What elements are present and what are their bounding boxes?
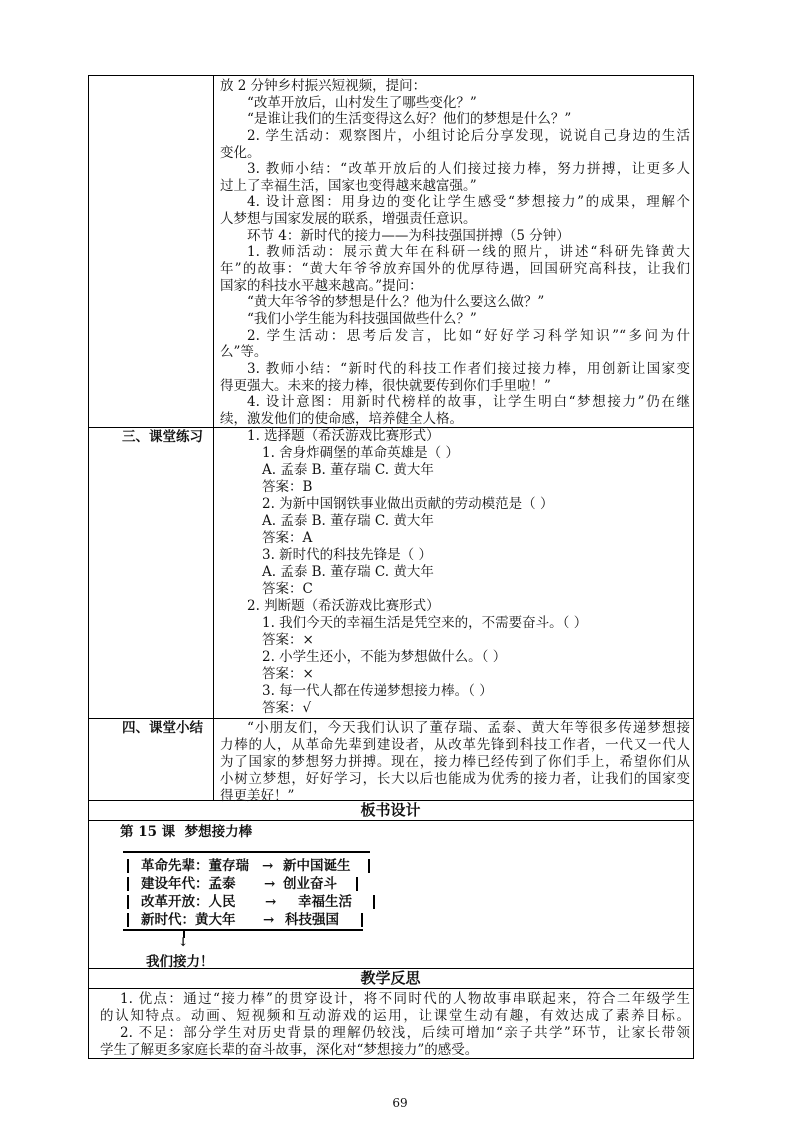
procedure-line: 4. 设计意图：用身边的变化让学生感受“梦想接力”的成果，理解个 xyxy=(247,194,690,211)
procedure-line: 3. 教师小结：“新时代的科技工作者们接过接力棒，用创新让国家变 xyxy=(247,360,690,377)
summary-cell xyxy=(220,720,690,805)
table-border xyxy=(88,75,694,76)
table-border xyxy=(88,988,694,989)
diagram-right-bar xyxy=(373,895,375,909)
procedure-line: 4. 设计意图：用新时代榜样的故事，让学生明白“梦想接力”仍在继 xyxy=(247,394,690,411)
board-row-label: 革命先辈：董存瑞 xyxy=(141,858,249,874)
practice-line: 答案：A xyxy=(262,530,313,546)
summary-line: 力棒的人，从革命先辈到建设者，从改革先锋到科技工作者，一代又一代人 xyxy=(220,737,690,753)
procedure-line: “是谁让我们的生活变得这么好？他们的梦想是什么？” xyxy=(247,111,572,128)
reflection-cell xyxy=(100,991,690,1059)
summary-line: 小树立梦想，好好学习，长大以后也能成为优秀的接力者，让我们的国家变 xyxy=(220,771,690,787)
diagram-left-bar xyxy=(127,895,129,909)
table-border xyxy=(88,75,89,1059)
practice-line: 2. 为新中国钢铁事业做出贡献的劳动模范是（ ） xyxy=(262,496,554,512)
board-row-result: 幸福生活 xyxy=(298,894,352,910)
procedure-line: 国家的科技水平越来越高。”提问： xyxy=(220,277,423,294)
board-row-arrow: → xyxy=(263,912,275,928)
procedure-line: 3. 教师小结：“改革开放后的人们接过接力棒，努力拼搏，让更多人 xyxy=(247,161,690,178)
procedure-line: “我们小学生能为科技强国做些什么？” xyxy=(247,310,477,327)
procedure-line: 1. 教师活动：展示黄大年在科研一线的照片，讲述“科研先锋黄大 xyxy=(247,244,690,261)
summary-line: 得更美好！” xyxy=(220,788,295,804)
diagram-right-bar xyxy=(356,877,358,891)
board-row-result: 新中国诞生 xyxy=(283,858,351,874)
diagram-bottom-line xyxy=(123,929,363,931)
procedure-line: 续，激发他们的使命感，培养健全人格。 xyxy=(220,410,463,427)
reflection-line: 2. 不足：部分学生对历史背景的理解仍较浅，后续可增加“亲子共学”环节，让家长带领 xyxy=(120,1025,690,1041)
practice-line: 1. 舍身炸碉堡的革命英雄是（ ） xyxy=(262,445,459,461)
procedure-cell xyxy=(220,78,690,427)
practice-line: 1. 我们今天的幸福生活是凭空来的，不需要奋斗。（ ） xyxy=(262,615,588,631)
practice-line: 2. 小学生还小，不能为梦想做什么。（ ） xyxy=(262,649,507,665)
diagram-right-bar xyxy=(368,859,370,873)
practice-line: A. 孟泰 B. 董存瑞 C. 黄大年 xyxy=(262,462,434,478)
board-row-result: 创业奋斗 xyxy=(283,876,337,892)
practice-line: 3. 新时代的科技先锋是（ ） xyxy=(262,547,432,563)
board-title: 第 15 课 梦想接力棒 xyxy=(120,824,253,840)
board-design-header: 板书设计 xyxy=(360,801,421,819)
practice-line: 2. 判断题（希沃游戏比赛形式） xyxy=(247,598,440,614)
board-row-label: 新时代：黄大年 xyxy=(141,912,236,928)
procedure-line: 人梦想与国家发展的联系，增强责任意识。 xyxy=(220,211,477,228)
reflection-header: 教学反思 xyxy=(360,969,421,987)
diagram-left-bar xyxy=(127,877,129,891)
practice-line: 答案：× xyxy=(262,666,314,682)
procedure-section-heading: 环节 4：新时代的接力——为科技强国拼搏（5 分钟） xyxy=(247,227,570,244)
board-row-result: 科技强国 xyxy=(285,912,339,928)
table-border xyxy=(693,75,694,1059)
practice-line: 答案：C xyxy=(262,581,313,597)
diagram-top-line xyxy=(123,851,370,853)
procedure-line: “黄大年爷爷的梦想是什么？他为什么要这么做？” xyxy=(247,294,545,311)
practice-line: 答案：× xyxy=(262,632,314,648)
practice-line: A. 孟泰 B. 董存瑞 C. 黄大年 xyxy=(262,564,434,580)
procedure-line: 变化。 xyxy=(220,144,261,161)
diagram-right-bar xyxy=(361,913,363,927)
procedure-line: 放 2 分钟乡村振兴短视频，提问： xyxy=(220,78,427,94)
reflection-line: 学生了解更多家庭长辈的奋斗故事，深化对“梦想接力”的感受。 xyxy=(100,1042,479,1058)
reflection-line: 的认知特点。动画、短视频和互动游戏的运用，让课堂生动有趣，有效达成了素养目标。 xyxy=(100,1008,690,1024)
table-border xyxy=(88,820,694,821)
procedure-line: 过上了幸福生活，国家也变得越来越富强。” xyxy=(220,177,477,194)
diagram-left-bar xyxy=(127,859,129,873)
practice-label: 三、课堂练习 xyxy=(122,429,203,445)
procedure-line: 么”等。 xyxy=(220,344,268,361)
board-row-arrow: → xyxy=(264,876,276,892)
table-column-divider xyxy=(213,75,214,800)
procedure-line: 2. 学生活动：观察图片，小组讨论后分享发现，说说自己身边的生活 xyxy=(247,127,690,144)
procedure-line: 2. 学生活动：思考后发言，比如“好好学习科学知识”“多问为什 xyxy=(247,327,690,344)
down-arrow-icon: ↓ xyxy=(178,935,189,949)
board-footer: 我们接力！ xyxy=(146,954,214,970)
procedure-line: 得更强大。未来的接力棒，很快就要传到你们手里啦！” xyxy=(220,377,551,394)
diagram-left-bar xyxy=(127,913,129,927)
summary-line: 为了国家的梦想努力拼搏。现在，接力棒已经传到了你们手上，希望你们从 xyxy=(220,754,690,770)
board-row-arrow: → xyxy=(265,894,277,910)
board-row-label: 改革开放：人民 xyxy=(141,894,236,910)
practice-line: 1. 选择题（希沃游戏比赛形式） xyxy=(247,428,440,444)
board-row-arrow: → xyxy=(262,858,274,874)
summary-line: “小朋友们，今天我们认识了董存瑞、孟泰、黄大年等很多传递梦想接 xyxy=(247,720,690,736)
practice-line: 答案：√ xyxy=(262,700,312,716)
page-number: 69 xyxy=(392,1096,408,1110)
practice-line: 3. 每一代人都在传递梦想接力棒。（ ） xyxy=(262,683,493,699)
summary-label: 四、课堂小结 xyxy=(122,720,203,736)
procedure-line: “改革开放后，山村发生了哪些变化？” xyxy=(247,94,477,111)
practice-line: A. 孟泰 B. 董存瑞 C. 黄大年 xyxy=(262,513,434,529)
practice-line: 答案：B xyxy=(262,479,313,495)
board-row-label: 建设年代：孟泰 xyxy=(141,876,236,892)
procedure-line: 年”的故事：“黄大年爷爷放弃国外的优厚待遇，回国研究高科技，让我们 xyxy=(220,261,690,278)
reflection-line: 1. 优点：通过“接力棒”的贯穿设计，将不同时代的人物故事串联起来，符合二年级学生 xyxy=(120,991,690,1007)
table-border xyxy=(88,718,694,719)
practice-cell xyxy=(220,428,690,717)
